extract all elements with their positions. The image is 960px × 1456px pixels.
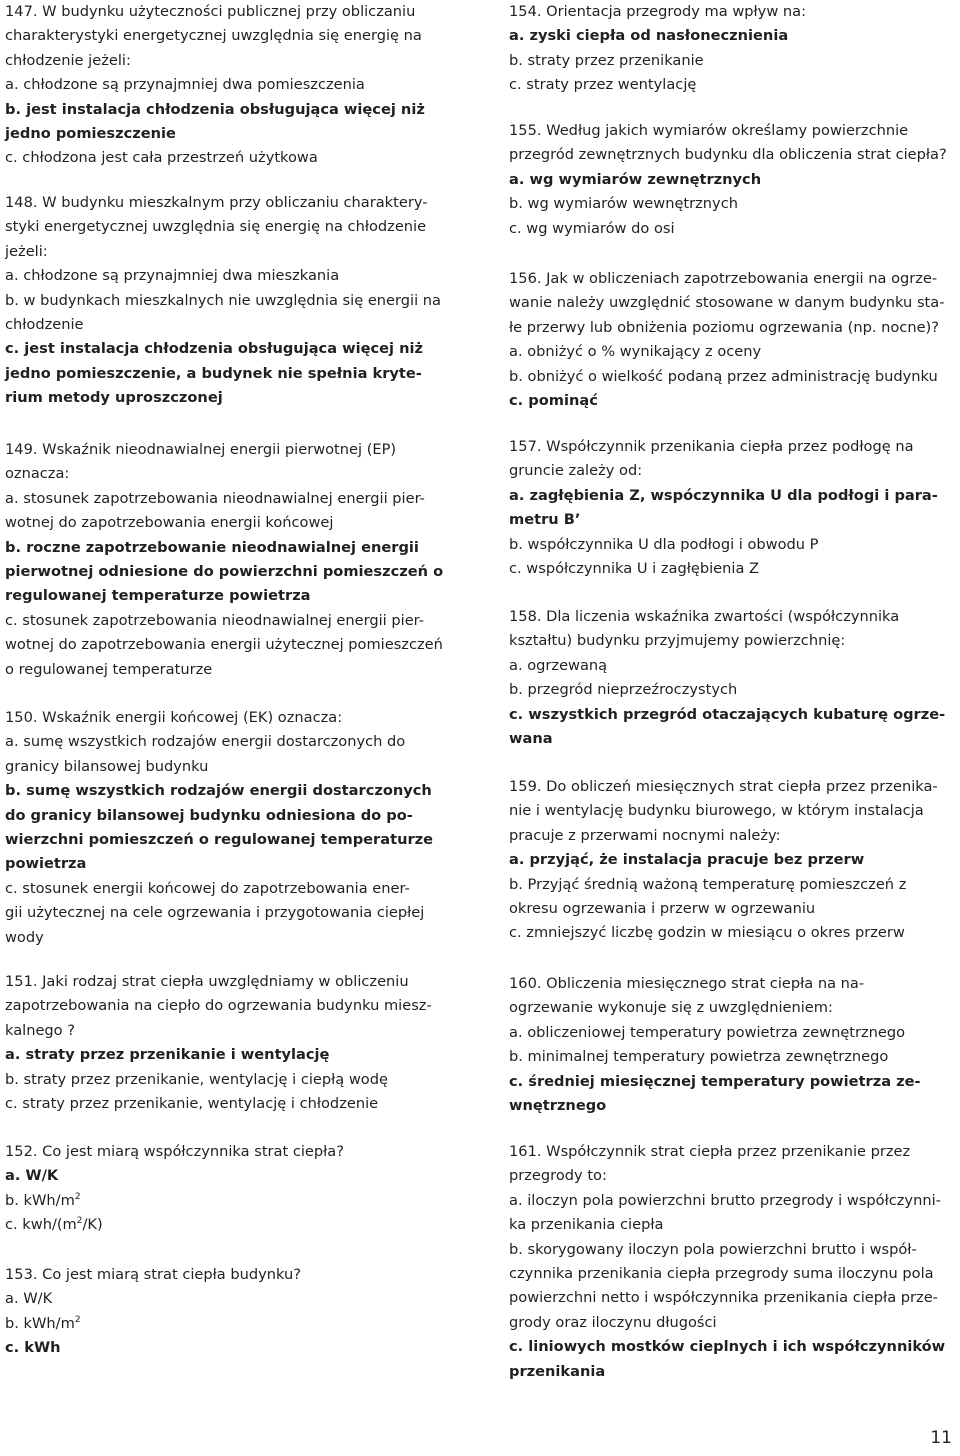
question-left-2 <box>5 438 473 682</box>
question-text: 156. Jak w obliczeniach zapotrzebowania energii na ogrze- <box>509 270 938 287</box>
answer-line: metru B’ <box>509 511 581 529</box>
question-right-2 <box>509 267 960 413</box>
answer-line: a. ogrzewaną <box>509 656 608 674</box>
answer-line: ka przenikania ciepła <box>509 1216 664 1234</box>
question-left-5 <box>5 1140 473 1238</box>
answer-line: a. W/K <box>5 1167 59 1185</box>
answer-line: charakterystyki energetycznej uwzględnia się energię na <box>5 27 422 45</box>
question-text: 154. Orientacja przegrody ma wpływ na: <box>509 3 807 20</box>
answer-line: czynnika przenikania ciepła przegrody suma iloczynu pola <box>509 1265 934 1283</box>
answer-line: gruncie zależy od: <box>509 462 643 480</box>
answer-line: okresu ogrzewania i przerw w ogrzewaniu <box>509 900 816 918</box>
answer-line: c. jest instalacja chłodzenia obsługująca więcej niż <box>5 340 424 358</box>
question-text: 160. Obliczenia miesięcznego strat ciepła na na- <box>509 975 865 992</box>
answer-line: b. straty przez przenikanie, wentylację i ciepłą wodę <box>5 1070 388 1088</box>
answer-line: c. chłodzona jest cała przestrzeń użytkowa <box>5 149 318 167</box>
answer-line: powietrza <box>5 855 87 873</box>
answer-line: do granicy bilansowej budynku odniesiona do po- <box>5 806 413 824</box>
answer-line: b. sumę wszystkich rodzajów energii dostarczonych <box>5 782 432 800</box>
answer-line: grody oraz iloczynu długości <box>509 1313 717 1331</box>
answer-line: chłodzenie jeżeli: <box>5 51 131 69</box>
question-text: 147. W budynku użyteczności publicznej przy obliczaniu <box>5 3 416 20</box>
question-left-0 <box>5 0 473 171</box>
question-text: 158. Dla liczenia wskaźnika zwartości (współczynnika <box>509 608 900 625</box>
question-text: 152. Co jest miarą współczynnika strat ciepła? <box>5 1143 344 1160</box>
answer-line: a. straty przez przenikanie i wentylację <box>5 1046 330 1064</box>
answer-line: jeżeli: <box>5 242 48 260</box>
answer-line: c. wszystkich przegród otaczających kubaturę ogrze- <box>509 705 946 723</box>
answer-line: a. chłodzone są przynajmniej dwa mieszkania <box>5 267 340 285</box>
answer-line: c. wg wymiarów do osi <box>509 219 675 237</box>
answer-line: a. W/K <box>5 1290 53 1308</box>
answer-line: wotnej do zapotrzebowania energii użytecznej pomieszczeń <box>5 636 443 654</box>
question-text: 148. W budynku mieszkalnym przy obliczaniu charaktery- <box>5 194 428 211</box>
answer-line: pierwotnej odniesione do powierzchni pomieszczeń o <box>5 563 444 581</box>
answer-line: styki energetycznej uwzględnia się energię na chłodzenie <box>5 218 427 236</box>
answer-line: wody <box>5 928 44 946</box>
answer-line: zapotrzebowania na ciepło do ogrzewania budynku miesz- <box>5 997 432 1015</box>
answer-line: a. wg wymiarów zewnętrznych <box>509 170 762 188</box>
answer-line: b. wg wymiarów wewnętrznych <box>509 195 738 213</box>
question-text: 153. Co jest miarą strat ciepła budynku? <box>5 1266 302 1283</box>
question-right-1 <box>509 119 960 241</box>
answer-line: b. roczne zapotrzebowanie nieodnawialnej energii <box>5 538 419 556</box>
answer-line: c. średniej miesięcznej temperatury powietrza ze- <box>509 1072 921 1090</box>
answer-line: b. minimalnej temperatury powietrza zewnętrznego <box>509 1048 889 1066</box>
question-text: 151. Jaki rodzaj strat ciepła uwzględniamy w obliczeniu <box>5 973 409 990</box>
question-text: 155. Według jakich wymiarów określamy powierzchnie <box>509 122 909 139</box>
answer-line: a. przyjąć, że instalacja pracuje bez przerw <box>509 851 865 869</box>
answer-line: b. przegród nieprzeźroczystych <box>509 681 738 699</box>
answer-line: c. straty przez przenikanie, wentylację i chłodzenie <box>5 1095 379 1113</box>
question-right-3 <box>509 435 960 581</box>
answer-line: wotnej do zapotrzebowania energii końcowej <box>5 514 334 532</box>
question-right-4 <box>509 605 960 751</box>
answer-line: c. zmniejszyć liczbę godzin w miesiącu o okres przerw <box>509 924 905 942</box>
answer-line: a. sumę wszystkich rodzajów energii dostarczonych do <box>5 733 406 751</box>
question-text: 149. Wskaźnik nieodnawialnej energii pierwotnej (EP) <box>5 441 397 458</box>
answer-line: powierzchni netto i współczynnika przenikania ciepła prze- <box>509 1289 938 1307</box>
answer-line: a. chłodzone są przynajmniej dwa pomieszczenia <box>5 76 365 94</box>
question-text: 159. Do obliczeń miesięcznych strat ciepła przez przenika- <box>509 778 938 795</box>
question-right-7 <box>509 1140 960 1384</box>
answer-line: jedno pomieszczenie <box>5 125 176 143</box>
answer-line: jedno pomieszczenie, a budynek nie spełnia kryte- <box>5 364 422 382</box>
answer-line: przenikania <box>509 1362 606 1380</box>
answer-line: a. iloczyn pola powierzchni brutto przegrody i współczynni- <box>509 1191 941 1209</box>
answer-line: b. straty przez przenikanie <box>509 51 704 69</box>
answer-line: gii użytecznej na cele ogrzewania i przygotowania ciepłej <box>5 904 425 922</box>
answer-line: b. w budynkach mieszkalnych nie uwzględnia się energii na <box>5 291 441 309</box>
answer-line: b. kWh/$m^2$ <box>5 1191 81 1209</box>
answer-line: pracuje z przerwami nocnymi należy: <box>509 826 781 844</box>
answer-line: c. kwh/$(m^2/K)$ <box>5 1216 103 1234</box>
question-left-4 <box>5 970 473 1116</box>
page-number: 11 <box>930 1428 952 1448</box>
answer-line: a. obniżyć o % wynikający z oceny <box>509 343 762 361</box>
question-left-6 <box>5 1263 473 1361</box>
answer-line: ogrzewanie wykonuje się z uwzględnieniem: <box>509 999 833 1017</box>
question-text: 161. Współczynnik strat ciepła przez przenikanie przez <box>509 1143 911 1160</box>
answer-line: wanie należy uwzględnić stosowane w danym budynku sta- <box>509 294 945 312</box>
answer-line: b. kWh/$m^2$ <box>5 1314 81 1332</box>
answer-line: b. współczynnika U dla podłogi i obwodu P <box>509 535 819 553</box>
question-right-5 <box>509 775 960 946</box>
question-right-6 <box>509 972 960 1118</box>
question-left-3 <box>5 706 473 950</box>
answer-line: wnętrznego <box>509 1097 607 1115</box>
answer-line: c. straty przez wentylację <box>509 76 697 94</box>
answer-line: łe przerwy lub obniżenia poziomu ogrzewania (np. nocne)? <box>509 318 939 336</box>
answer-line: przegród zewnętrznych budynku dla obliczenia strat ciepła? <box>509 146 947 164</box>
answer-line: b. Przyjąć średnią ważoną temperaturę pomieszczeń z <box>509 875 907 893</box>
answer-line: c. pominąć <box>509 392 598 410</box>
question-left-1 <box>5 191 473 411</box>
answer-line: kształtu) budynku przyjmujemy powierzchnię: <box>509 632 846 650</box>
answer-line: c. stosunek energii końcowej do zapotrzebowania ener- <box>5 879 410 897</box>
answer-line: c. kWh <box>5 1339 61 1357</box>
answer-line: przegrody to: <box>509 1167 607 1185</box>
answer-line: nie i wentylację budynku biurowego, w którym instalacja <box>509 802 924 820</box>
question-text: 157. Współczynnik przenikania ciepła przez podłogę na <box>509 438 914 455</box>
answer-line: c. stosunek zapotrzebowania nieodnawialnej energii pier- <box>5 611 425 629</box>
answer-line: a. stosunek zapotrzebowania nieodnawialnej energii pier- <box>5 489 425 507</box>
answer-line: wierzchni pomieszczeń o regulowanej temperaturze <box>5 831 434 849</box>
answer-line: c. współczynnika U i zagłębienia Z <box>509 560 760 578</box>
answer-line: b. skorygowany iloczyn pola powierzchni brutto i współ- <box>509 1240 917 1258</box>
answer-line: a. zagłębienia Z, wspóczynnika U dla podłogi i para- <box>509 486 938 504</box>
answer-line: c. liniowych mostków cieplnych i ich współczynników <box>509 1338 946 1356</box>
answer-line: a. zyski ciepła od nasłonecznienia <box>509 27 789 45</box>
answer-line: chłodzenie <box>5 316 84 334</box>
question-text: 150. Wskaźnik energii końcowej (EK) oznacza: <box>5 709 343 726</box>
answer-line: kalnego ? <box>5 1021 75 1039</box>
answer-line: wana <box>509 730 553 748</box>
answer-line: b. obniżyć o wielkość podaną przez administrację budynku <box>509 367 938 385</box>
answer-line: a. obliczeniowej temperatury powietrza zewnętrznego <box>509 1023 906 1041</box>
answer-line: granicy bilansowej budynku <box>5 757 209 775</box>
answer-line: o regulowanej temperaturze <box>5 660 213 678</box>
answer-line: b. jest instalacja chłodzenia obsługująca więcej niż <box>5 100 425 118</box>
question-right-0 <box>509 0 960 98</box>
answer-line: rium metody uproszczonej <box>5 389 223 407</box>
answer-line: regulowanej temperaturze powietrza <box>5 587 311 605</box>
answer-line: oznacza: <box>5 465 70 483</box>
